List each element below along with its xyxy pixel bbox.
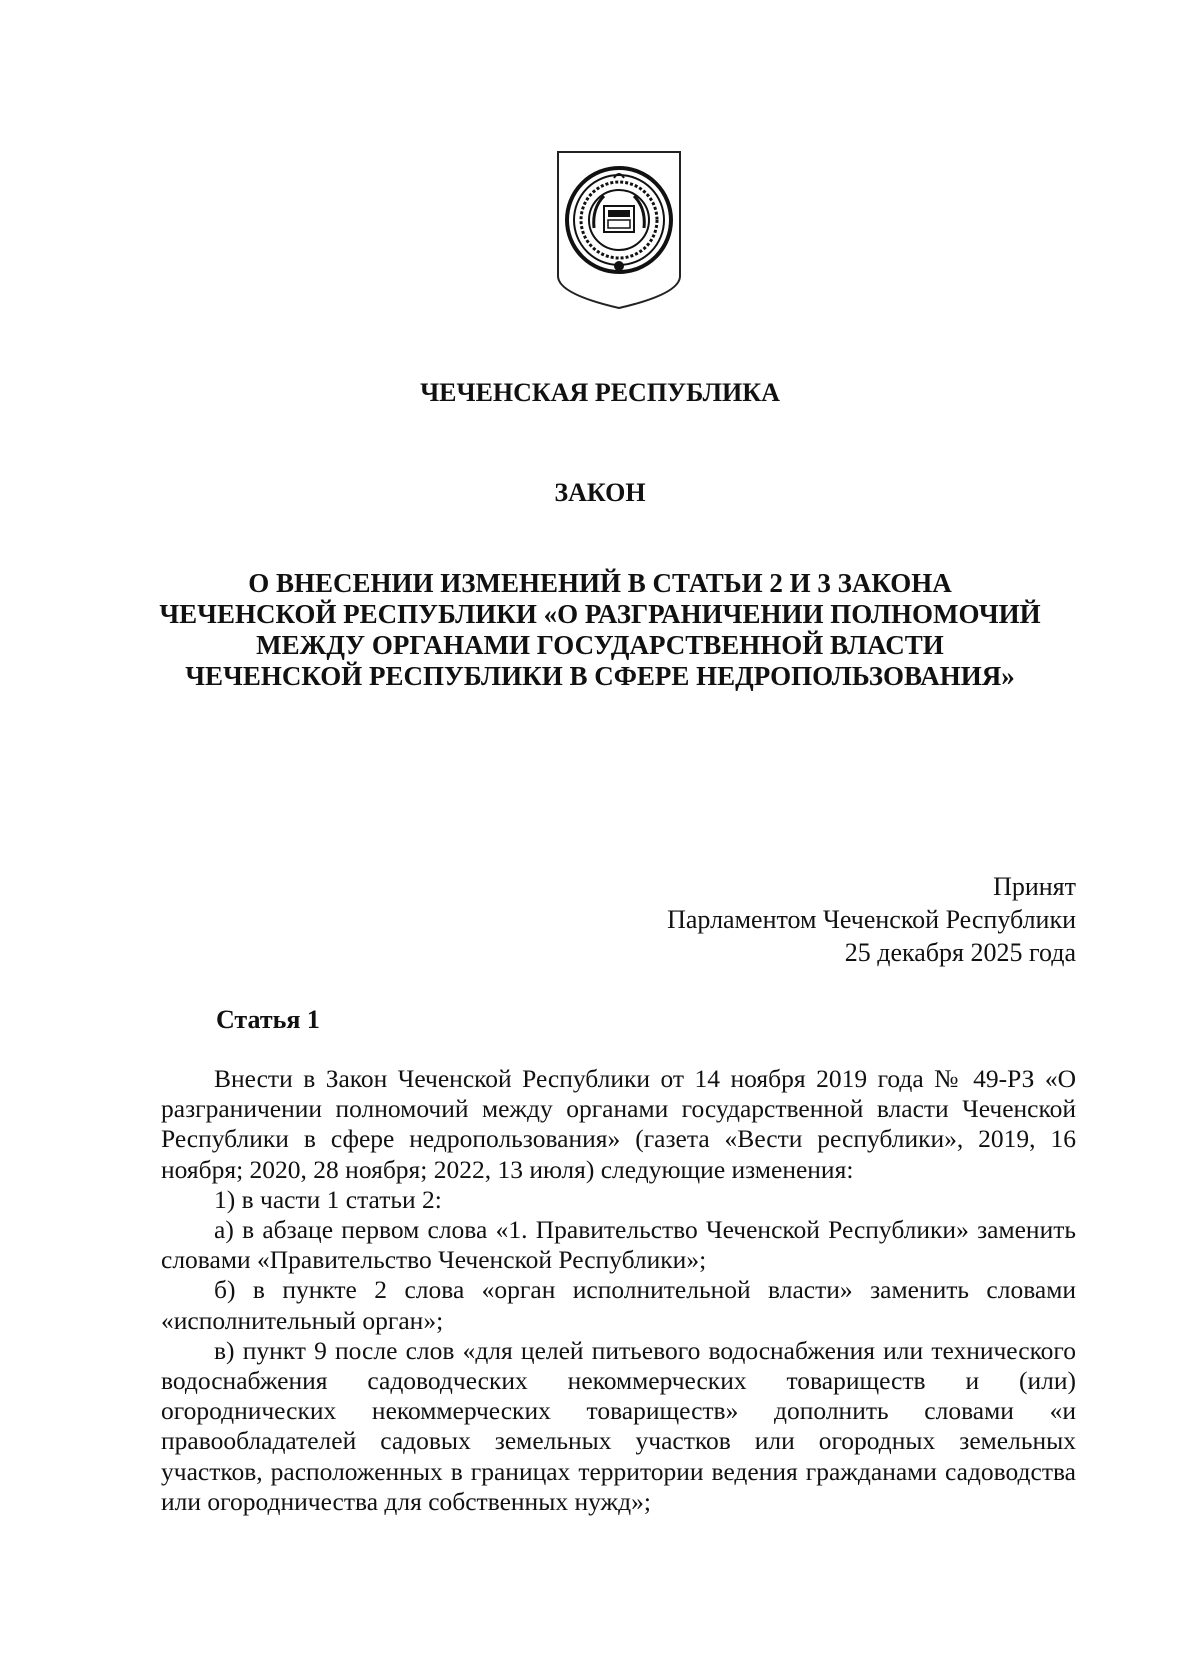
adoption-block bbox=[667, 870, 1076, 969]
coat-of-arms-icon bbox=[554, 148, 684, 310]
article-paragraph: 1) в части 1 статьи 2: bbox=[214, 1184, 442, 1214]
document-type: ЗАКОН bbox=[554, 478, 646, 507]
republic-name: ЧЕЧЕНСКАЯ РЕСПУБЛИКА bbox=[420, 378, 780, 407]
article-paragraph: в) пункт 9 после слов «для целей питьевого водоснабжения или технического водоснабжения садоводческих некоммерческих товариществ и (или) огороднических некоммерческих товариществ» дополнить словами «и правообладателей садовых земельных участков или огородных земельных участков, расположенных в границах территории ведения гражданами садоводства или огородничества для собственных нужд»; bbox=[161, 1335, 1076, 1516]
article-paragraph: Внести в Закон Чеченской Республики от 14 ноября 2019 года № 49-РЗ «О разграничении полномочий между органами государственной власти Чеченской Республики в сфере недропользования» (газета «Вести республики», 2019, 16 ноября; 2020, 28 ноября; 2022, 13 июля) следующие изменения: bbox=[161, 1064, 1076, 1184]
adopted-by: Парламентом Чеченской Республики bbox=[667, 905, 1076, 934]
article-heading: Статья 1 bbox=[216, 1005, 320, 1034]
law-title bbox=[0, 568, 1200, 692]
adopted-label: Принят bbox=[993, 872, 1076, 901]
law-title-line: МЕЖДУ ОРГАНАМИ ГОСУДАРСТВЕННОЙ ВЛАСТИ bbox=[256, 630, 944, 660]
law-title-line: ЧЕЧЕНСКОЙ РЕСПУБЛИКИ В СФЕРЕ НЕДРОПОЛЬЗОВАНИЯ» bbox=[185, 661, 1015, 691]
article-paragraph: а) в абзаце первом слова «1. Правительство Чеченской Республики» заменить словами «Правительство Чеченской Республики»; bbox=[161, 1215, 1076, 1275]
adopted-date: 25 декабря 2025 года bbox=[844, 938, 1076, 967]
article-paragraph: б) в пункте 2 слова «орган исполнительной власти» заменить словами «исполнительный орган»; bbox=[161, 1275, 1076, 1335]
law-title-line: О ВНЕСЕНИИ ИЗМЕНЕНИЙ В СТАТЬИ 2 И 3 ЗАКОНА bbox=[248, 568, 952, 598]
article-body bbox=[161, 1064, 1076, 1517]
law-title-line: ЧЕЧЕНСКОЙ РЕСПУБЛИКИ «О РАЗГРАНИЧЕНИИ ПОЛНОМОЧИЙ bbox=[159, 599, 1041, 629]
